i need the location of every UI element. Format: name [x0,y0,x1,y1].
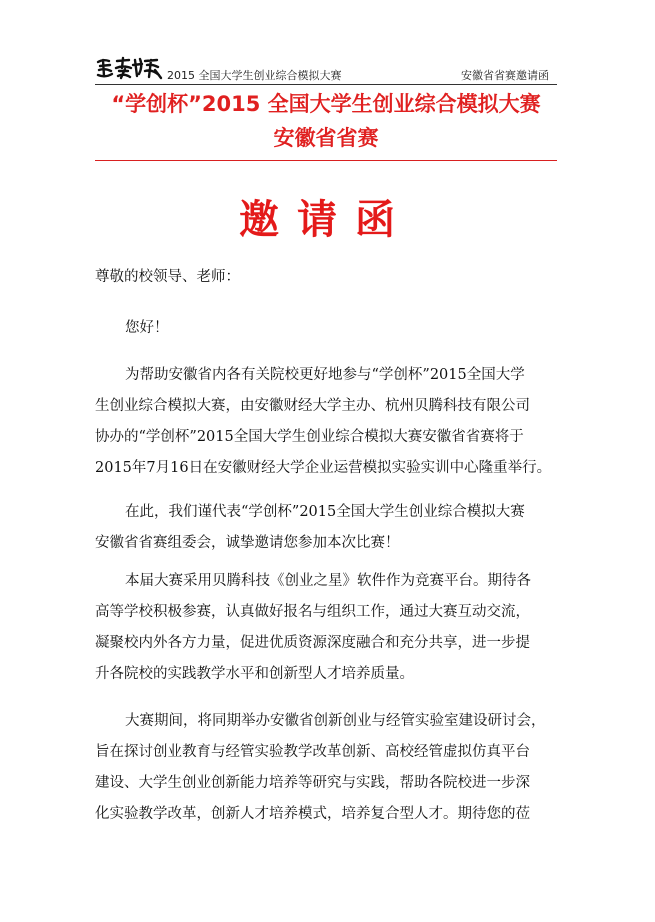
paragraph-line: 2015年7月16日在安徽财经大学企业运营模拟实验实训中心隆重举行。 [95,460,552,476]
salutation: 尊敬的校领导、老师： [95,269,240,285]
paragraph-1 [95,360,557,484]
paragraph-line: 凝聚校内外各方力量，促进优质资源深度融合和充分共享，进一步提 [95,635,530,651]
calligraphy-logo-icon [95,56,163,80]
paragraph-line: 协办的“学创杯”2015全国大学生创业综合模拟大赛安徽省省赛将于 [95,429,524,445]
paragraph-line: 高等学校积极参赛，认真做好报名与组织工作，通过大赛互动交流， [95,604,530,620]
paragraph-line: 在此，我们谨代表“学创杯”2015全国大学生创业综合模拟大赛 [125,504,525,520]
header-doc-title: 安徽省省赛邀请函 [461,69,549,82]
paragraph-3 [95,566,557,690]
sub-title: 安徽省省赛 [273,126,379,150]
main-title: “学创杯”2015 全国大学生创业综合模拟大赛 [111,92,541,116]
invitation-heading: 邀请函 [239,197,413,243]
paragraph-line: 升各院校的实践教学水平和创新型人才培养质量。 [95,666,414,682]
title-divider [95,160,557,161]
paragraph-line: 为帮助安徽省内各有关院校更好地参与“学创杯”2015全国大学 [125,367,525,383]
paragraph-line: 化实验教学改革，创新人才培养模式，培养复合型人才。期待您的莅 [95,806,530,822]
paragraph-line: 生创业综合模拟大赛，由安徽财经大学主办、杭州贝腾科技有限公司 [95,398,530,414]
page-header [95,54,557,85]
paragraph-line: 安徽省省赛组委会，诚挚邀请您参加本次比赛！ [95,535,400,551]
greeting: 您好！ [125,320,169,336]
paragraph-2 [95,497,557,559]
paragraph-line: 本届大赛采用贝腾科技《创业之星》软件作为竞赛平台。期待各 [125,573,531,589]
paragraph-line: 建设、大学生创业创新能力培养等研究与实践，帮助各院校进一步深 [95,775,530,791]
paragraph-line: 大赛期间，将同期举办安徽省创新创业与经管实验室建设研讨会， [125,713,546,729]
paragraph-line: 旨在探讨创业教育与经管实验教学改革创新、高校经管虚拟仿真平台 [95,744,530,760]
paragraph-4 [95,706,557,830]
header-event-title: 2015 全国大学生创业综合模拟大赛 [167,69,342,82]
